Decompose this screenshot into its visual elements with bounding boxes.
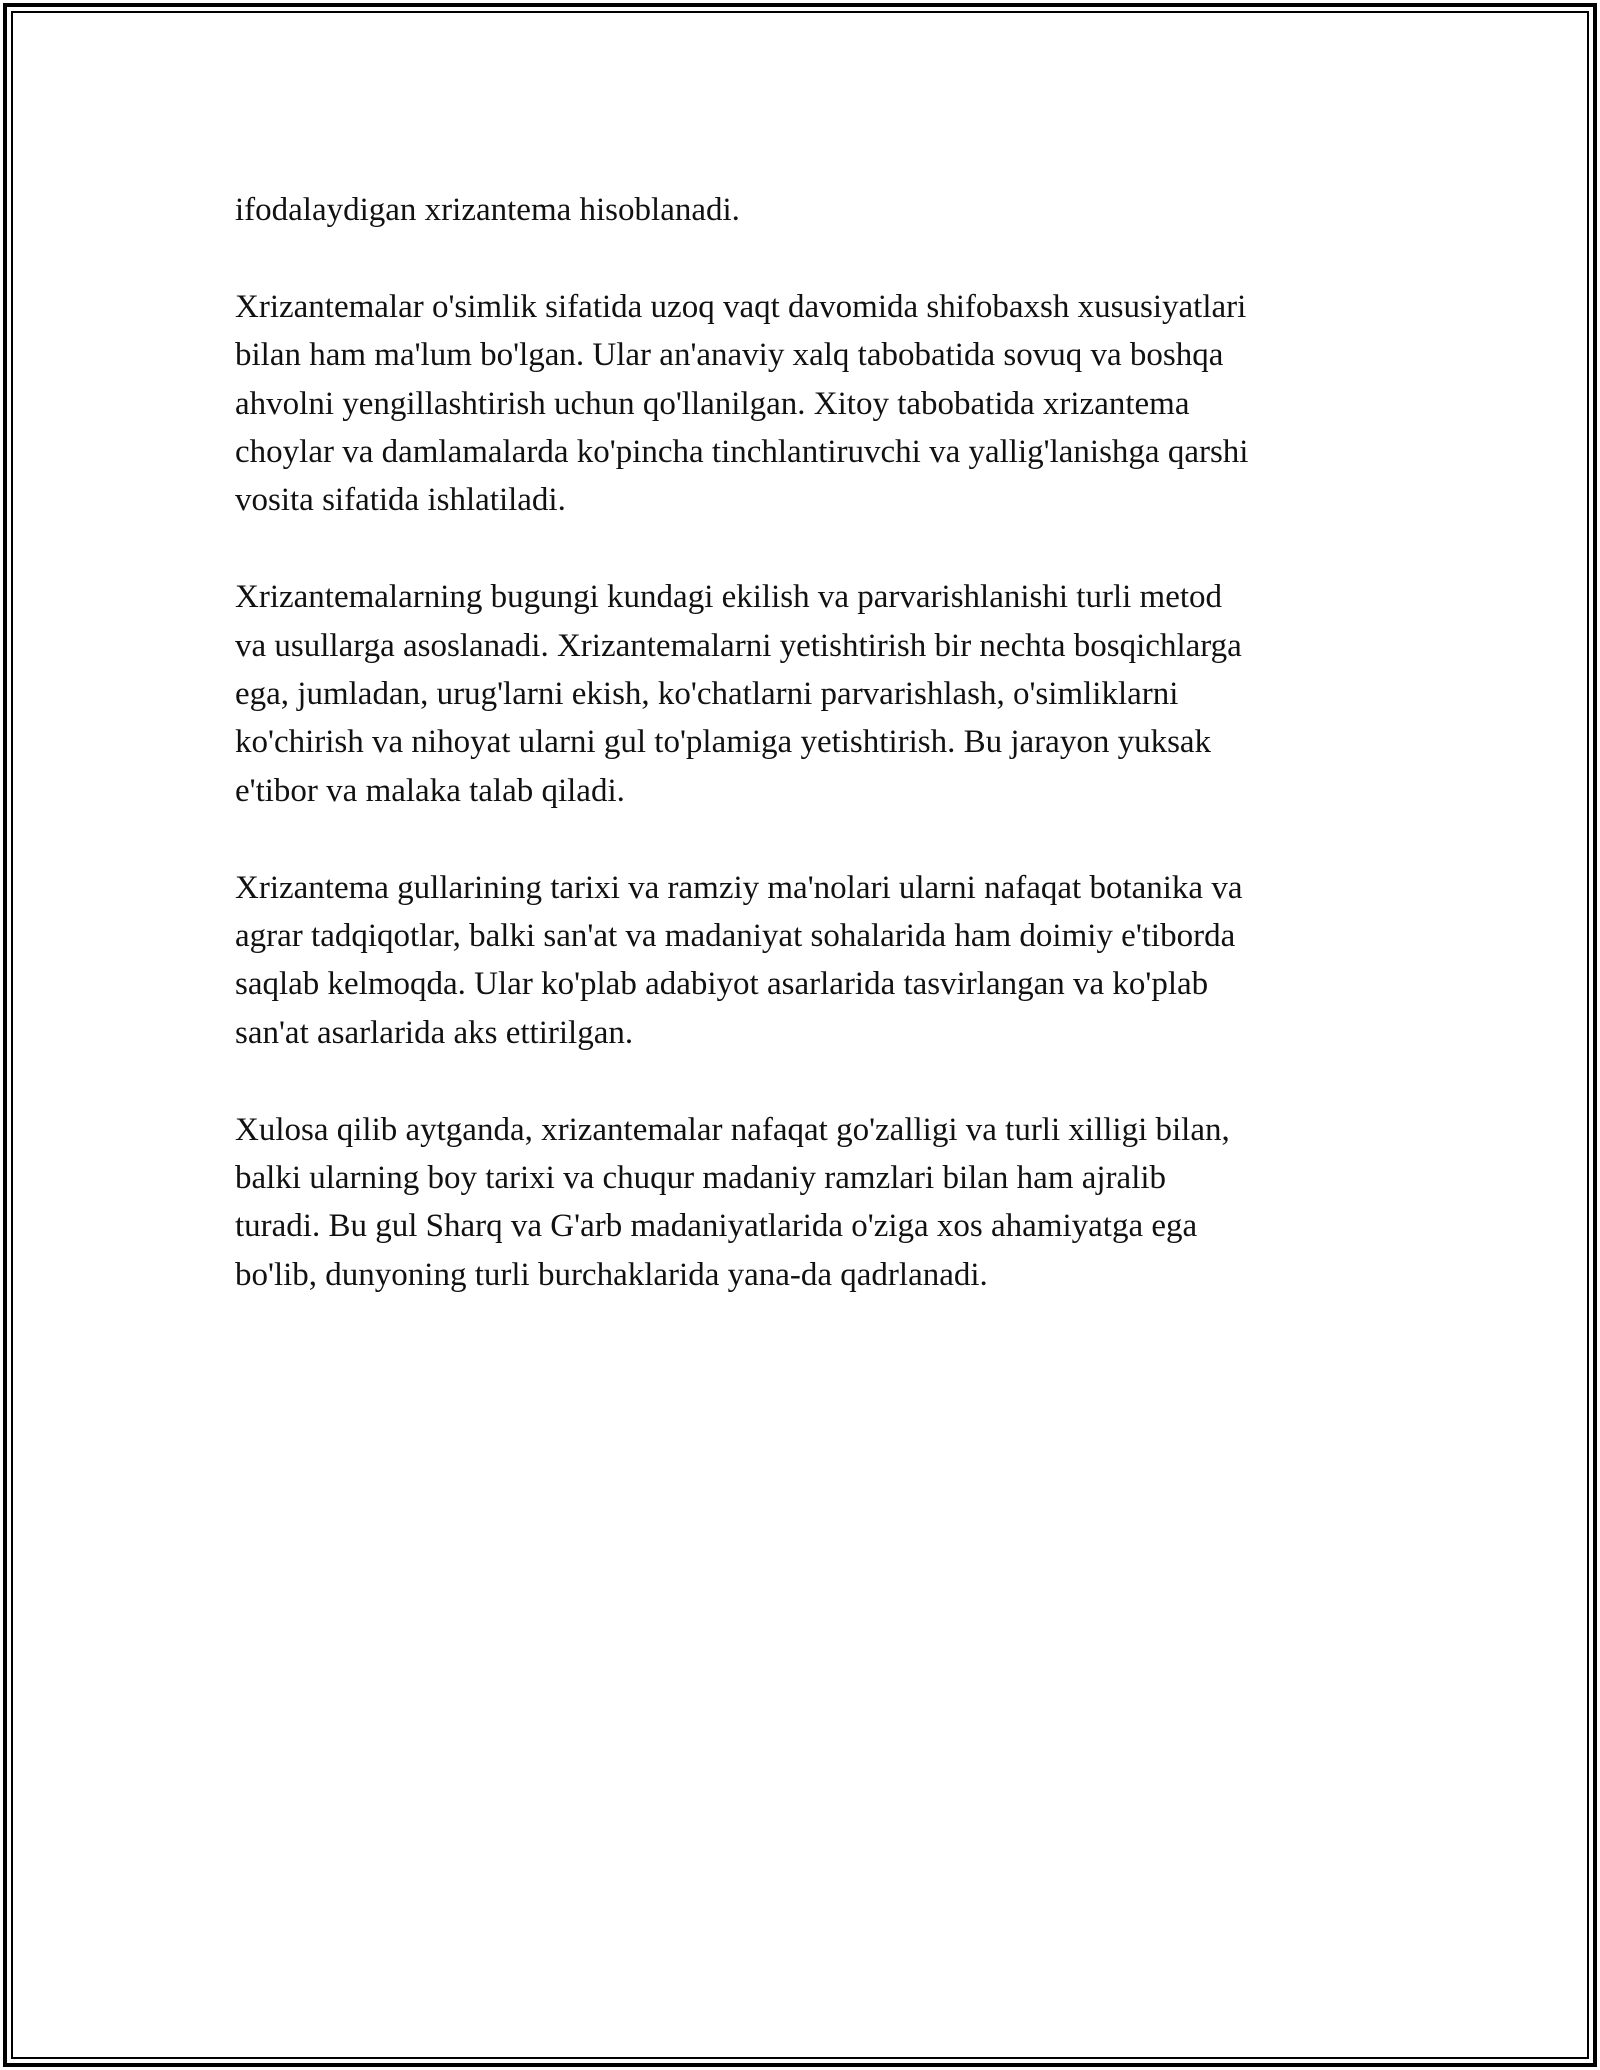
paragraph-3: Xrizantemalarning bugungi kundagi ekilish va parvarishlanishi turli metod va usullarga asoslanadi. Xrizantemalarni yetishtirish bir nechta bosqichlarga ega, jumladan, urug'larni ekish, ko'chatlarni parvarishlash, o'simliklarni ko'chirish va nihoyat ularni gul to'plamiga yetishtirish. Bu jarayon yuksak e'tibor va malaka talab qiladi. xyxy=(235,579,1242,809)
paragraph-4: Xrizantema gullarining tarixi va ramziy ma'nolari ularni nafaqat botanika va agrar tadqiqotlar, balki san'at va madaniyat sohalarida ham doimiy e'tiborda saqlab kelmoqda. Ular ko'plab adabiyot asarlarida tasvirlangan va ko'plab san'at asarlarida aks ettirilgan. xyxy=(235,869,1243,1051)
paragraph-5: Xulosa qilib aytganda, xrizantemalar nafaqat go'zalligi va turli xilligi bilan, balki ularning boy tarixi va chuqur madaniy ramzlari bilan ham ajralib turadi. Bu gul Sharq va G'arb madaniyatlarida o'ziga xos ahamiyatga ega bo'lib, dunyoning turli burchaklarida yana-da qadrlanadi. xyxy=(235,1111,1230,1293)
paragraph-1: ifodalaydigan xrizantema hisoblanadi. xyxy=(235,192,740,228)
document-body xyxy=(235,186,1375,1348)
paragraph-2: Xrizantemalar o'simlik sifatida uzoq vaqt davomida shifobaxsh xususiyatlari bilan ham ma'lum bo'lgan. Ular an'anaviy xalq tabobatida sovuq va boshqa ahvolni yengillashtirish uchun qo'llanilgan. Xitoy tabobatida xrizantema choylar va damlamalarda ko'pincha tinchlantiruvchi va yallig'lanishga qarshi vosita sifatida ishlatiladi. xyxy=(235,288,1249,519)
